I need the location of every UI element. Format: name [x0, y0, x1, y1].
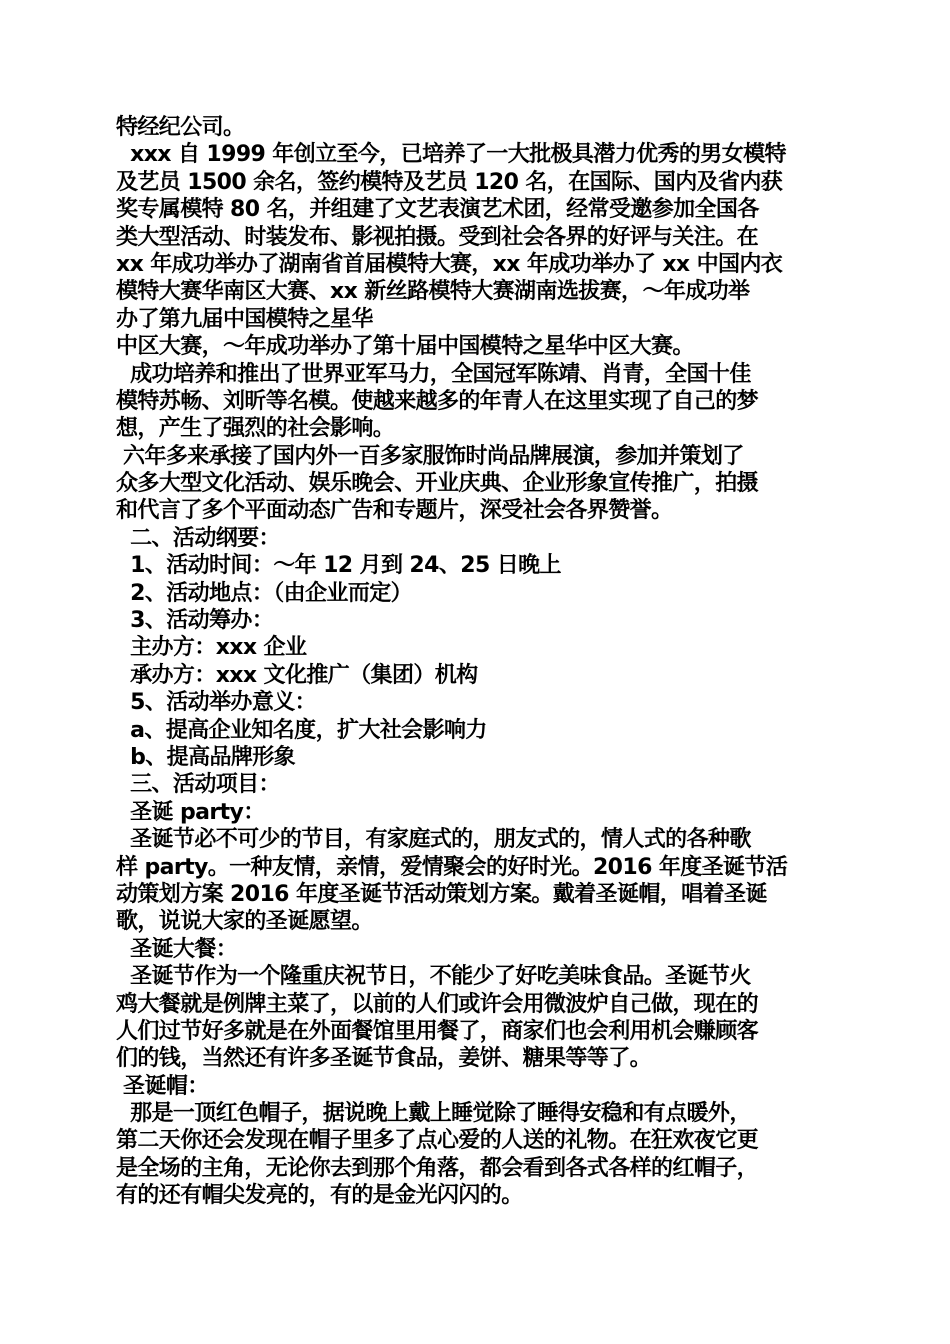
text-line: 2、活动地点：（由企业而定）: [116, 580, 413, 606]
text-line: 特经纪公司。: [116, 115, 245, 140]
text-line: b、提高品牌形象: [116, 744, 296, 770]
text-line: 及艺员 1500 余名，签约模特及艺员 120 名，在国际、国内及省内获: [116, 169, 783, 195]
text-line: 和代言了多个平面动态广告和专题片，深受社会各界赞誉。: [116, 498, 673, 524]
text-line: 成功培养和推出了世界亚军马力，全国冠军陈靖、肖青，全国十佳: [116, 361, 751, 387]
text-line: 模特苏畅、刘昕等名模。使越来越多的年青人在这里实现了自己的梦: [116, 388, 759, 414]
text-line: 第二天你还会发现在帽子里多了点心爱的人送的礼物。在狂欢夜它更: [116, 1128, 759, 1154]
section-heading: 三、活动项目：: [116, 772, 280, 798]
text-line: a、提高企业知名度，扩大社会影响力: [116, 717, 487, 743]
text-line: 5、活动举办意义：: [116, 690, 317, 716]
text-line: 歌，说说大家的圣诞愿望。: [116, 909, 373, 935]
text-line: 办了第九届中国模特之星华: [116, 306, 373, 332]
text-line: 1、活动时间：～年 12 月到 24、25 日晚上: [116, 553, 561, 579]
text-line: 人们过节好多就是在外面餐馆里用餐了，商家们也会利用机会赚顾客: [116, 1018, 759, 1044]
text-line: 中区大赛，～年成功举办了第十届中国模特之星华中区大赛。: [116, 334, 694, 360]
text-line: 样 party。一种友情，亲情，爱情聚会的好时光。2016 年度圣诞节活: [116, 854, 788, 880]
subsection-heading: 圣诞大餐：: [116, 936, 238, 962]
text-line: xxx 自 1999 年创立至今，已培养了一大批极具潜力优秀的男女模特: [116, 142, 786, 168]
text-line: 3、活动筹办：: [116, 608, 274, 634]
text-line: 模特大赛华南区大赛、xx 新丝路模特大赛湖南选拔赛，～年成功举: [116, 279, 750, 305]
text-line: 圣诞节必不可少的节目，有家庭式的，朋友式的，情人式的各种歌: [116, 827, 751, 853]
text-line: 圣诞节作为一个隆重庆祝节日，不能少了好吃美味食品。圣诞节火: [116, 964, 751, 990]
text-line: 承办方：xxx 文化推广（集团）机构: [116, 662, 478, 688]
text-line: 鸡大餐就是例牌主菜了，以前的人们或许会用微波炉自己做，现在的: [116, 991, 759, 1017]
document-body: [116, 114, 838, 1210]
subsection-heading: 圣诞 party：: [116, 799, 265, 825]
text-line: 们的钱，当然还有许多圣诞节食品，姜饼、糖果等等了。: [116, 1046, 652, 1072]
text-line: 奖专属模特 80 名，并组建了文艺表演艺术团，经常受邀参加全国各: [116, 197, 759, 223]
text-line: 想，产生了强烈的社会影响。: [116, 416, 395, 442]
text-line: xx 年成功举办了湖南省首届模特大赛，xx 年成功举办了 xx 中国内衣: [116, 251, 783, 277]
text-line: 是全场的主角，无论你去到那个角落，都会看到各式各样的红帽子，: [116, 1155, 759, 1181]
subsection-heading: 圣诞帽：: [116, 1073, 209, 1099]
text-line: 六年多来承接了国内外一百多家服饰时尚品牌展演，参加并策划了: [116, 443, 744, 469]
text-line: 动策划方案 2016 年度圣诞节活动策划方案。戴着圣诞帽，唱着圣诞: [116, 881, 767, 907]
text-line: 众多大型文化活动、娱乐晚会、开业庆典、企业形象宣传推广，拍摄: [116, 471, 759, 497]
section-heading: 二、活动纲要：: [116, 525, 280, 551]
text-line: 类大型活动、时装发布、影视拍摄。受到社会各界的好评与关注。在: [116, 224, 759, 250]
text-line: 有的还有帽尖发亮的，有的是金光闪闪的。: [116, 1183, 523, 1209]
text-line: 那是一顶红色帽子，据说晚上戴上睡觉除了睡得安稳和有点暖外，: [116, 1101, 751, 1127]
text-line: 主办方：xxx 企业: [116, 635, 307, 661]
